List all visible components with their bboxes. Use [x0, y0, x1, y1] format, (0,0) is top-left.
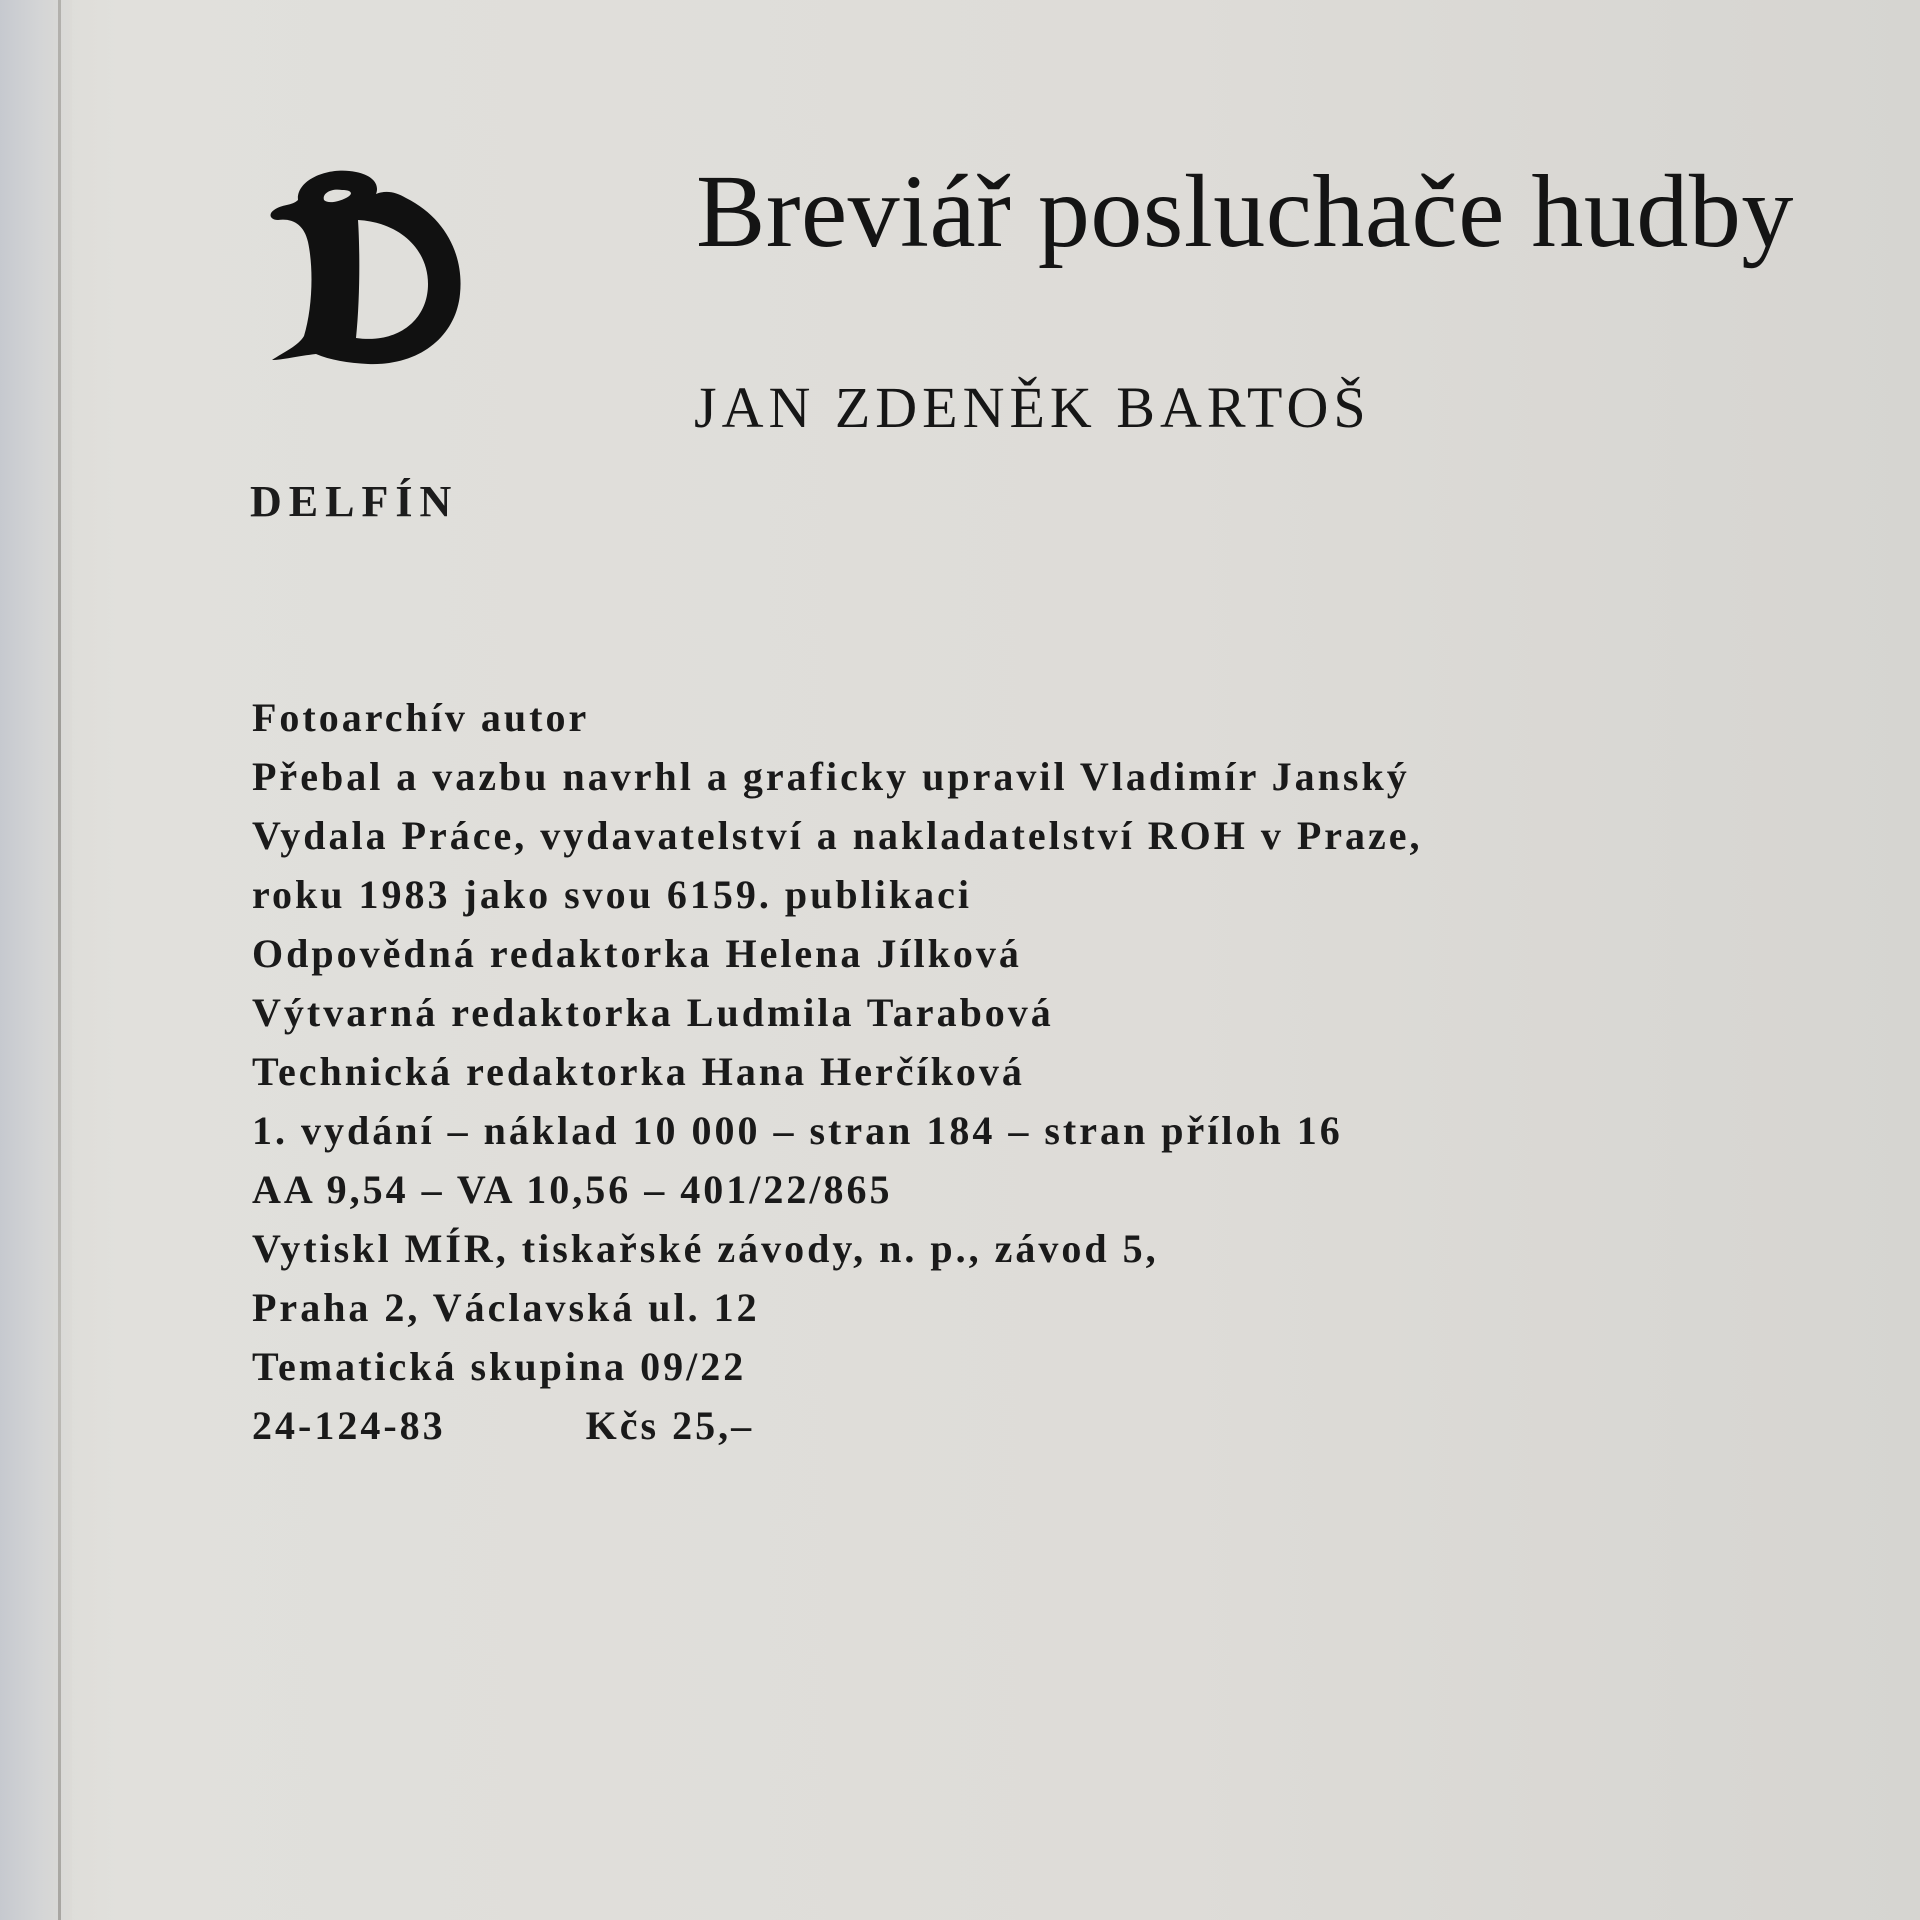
- delfin-d-logo-icon: [268, 160, 468, 370]
- imprint-line: Technická redaktorka Hana Herčíková: [252, 1049, 1025, 1094]
- imprint-block: [252, 688, 1423, 1455]
- imprint-line: AA 9,54 – VA 10,56 – 401/22/865: [252, 1167, 893, 1212]
- imprint-line: Přebal a vazbu navrhl a graficky upravil Vladimír Janský: [252, 754, 1410, 799]
- imprint-line: Praha 2, Václavská ul. 12: [252, 1285, 760, 1330]
- imprint-line: Vytiskl MÍR, tiskařské závody, n. p., závod 5,: [252, 1226, 1159, 1271]
- imprint-line: Tematická skupina 09/22: [252, 1344, 747, 1389]
- spine-fold-line: [58, 0, 61, 1920]
- imprint-line: Fotoarchív autor: [252, 695, 590, 740]
- book-author: JAN ZDENĚK BARTOŠ: [694, 375, 1371, 440]
- price: Kčs 25,–: [585, 1403, 755, 1448]
- spine-shadow: [0, 0, 72, 1920]
- imprint-code-price-line: [252, 1396, 1423, 1455]
- imprint-line: Výtvarná redaktorka Ludmila Tarabová: [252, 990, 1054, 1035]
- imprint-line: 1. vydání – náklad 10 000 – stran 184 – stran příloh 16: [252, 1108, 1343, 1153]
- catalog-code: 24-124-83: [252, 1403, 446, 1448]
- book-title: Breviář posluchače hudby: [696, 154, 1794, 269]
- imprint-line: roku 1983 jako svou 6159. publikaci: [252, 872, 972, 917]
- imprint-line: Vydala Práce, vydavatelství a nakladatelství ROH v Praze,: [252, 813, 1423, 858]
- imprint-line: Odpovědná redaktorka Helena Jílková: [252, 931, 1022, 976]
- publisher-name: DELFÍN: [250, 477, 459, 526]
